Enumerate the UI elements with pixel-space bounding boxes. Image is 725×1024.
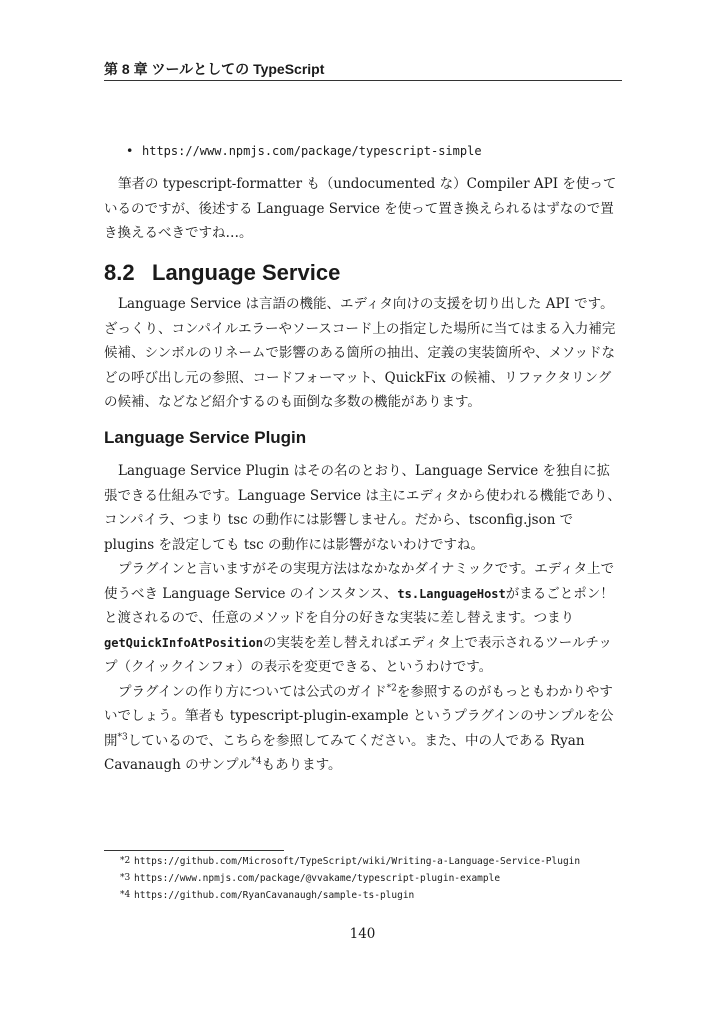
- bullet-icon: •: [126, 143, 134, 158]
- intro-text: 筆者の typescript-formatter も（undocumented な）Compiler API を使っているのですが、後述する Language Service を使って置き換えられるはずなので置き換えるべきですね…。: [104, 176, 617, 241]
- footnote-rule: [104, 850, 284, 851]
- running-head: 第 8 章 ツールとしての TypeScript: [104, 61, 325, 77]
- page-number: 140: [349, 926, 376, 942]
- footnote-ref-3[interactable]: *3: [117, 732, 128, 742]
- footnote-url[interactable]: https://github.com/RyanCavanaugh/sample-ts-plugin: [134, 890, 415, 901]
- footnotes: [120, 853, 580, 904]
- paragraph-1: Language Service Plugin はその名のとおり、Language Service を独自に拡張できる仕組みです。Language Service は主にエディタから使われる機能であり、コンパイラ、つまり tsc の動作には影響しません。だから、tsconfig.json で plugins を設定しても tsc の動作には影響がないわけですね。: [104, 463, 621, 553]
- paragraph-3: プラグインの作り方については公式のガイド$^{*2}$を参照するのがもっともわかりやすいでしょう。筆者も typescript-plugin-example というプラグインのサンプルを公開$^{*3}$しているので、こちらを参照してみてください。また、中の人である Ryan Cavanaugh のサンプル$^{*4}$もあります。: [104, 683, 614, 773]
- section-body: Language Service は言語の機能、エディタ向けの支援を切り出した API です。ざっくり、コンパイルエラーやソースコード上の指定した場所に当てはまる入力補完候補、シンボルのリネームで影響のある箇所の抽出、定義の実装箇所や、メソッドなどの呼び出し元の参照、コードフォーマット、QuickFix の候補、リファクタリングの候補、などなど紹介するのも面倒な多数の機能があります。: [104, 296, 616, 410]
- subsection-body: [104, 459, 622, 778]
- intro-paragraph: [104, 172, 622, 246]
- section-title: Language Service: [152, 260, 341, 285]
- section-number: 8.2: [104, 260, 135, 285]
- footnote-ref-2[interactable]: *2: [386, 683, 397, 693]
- footnote-2: *2 https://github.com/Microsoft/TypeScript/wiki/Writing-a-Language-Service-Plugin: [120, 856, 581, 867]
- footnote-ref-4[interactable]: *4: [251, 756, 262, 767]
- section-paragraph: [104, 292, 622, 415]
- footnote-url[interactable]: https://www.npmjs.com/package/@vvakame/typescript-plugin-example: [134, 873, 501, 884]
- subsection-heading: Language Service Plugin: [104, 428, 307, 447]
- inline-code-languagehost: ts.LanguageHost: [397, 586, 506, 601]
- footnote-url[interactable]: https://github.com/Microsoft/TypeScript/wiki/Writing-a-Language-Service-Plugin: [134, 856, 581, 867]
- header-rule: [104, 80, 622, 81]
- paragraph-2: プラグインと言いますがその実現方法はなかなかダイナミックです。エディタ上で使うべき Language Service のインスタンス、ts.LanguageHostがまるごとポン！ と渡されるので、任意のメソッドを自分の好きな実装に差し替えます。つまり getQuickInfoAtPositionの実装を差し替えればエディタ上で表示されるツールチップ（クイックインフォ）の表示を変更できる、というわけです。: [104, 561, 615, 675]
- section-heading: [104, 259, 340, 287]
- footnote-3: *3 https://www.npmjs.com/package/@vvakame/typescript-plugin-example: [120, 873, 501, 884]
- footnote-4: *4 https://github.com/RyanCavanaugh/sample-ts-plugin: [120, 890, 415, 901]
- inline-code-getquickinfo: getQuickInfoAtPosition: [104, 635, 263, 650]
- bullet-item: [126, 141, 482, 161]
- bullet-url[interactable]: https://www.npmjs.com/package/typescript-simple: [142, 144, 482, 158]
